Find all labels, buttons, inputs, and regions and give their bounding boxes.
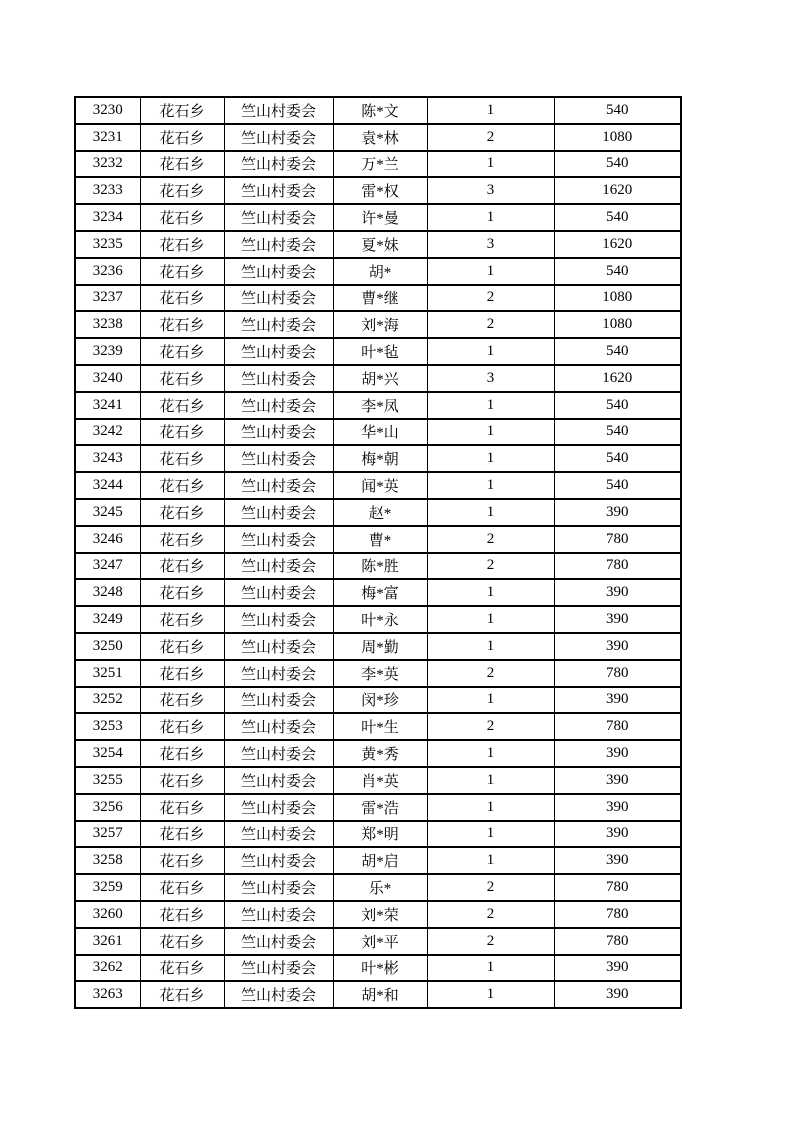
- table-row: [75, 365, 681, 392]
- cell-name: 胡*启: [333, 847, 427, 874]
- cell-count: 1: [427, 445, 554, 472]
- cell-seq: 3257: [75, 821, 140, 848]
- cell-village: 竺山村委会: [224, 124, 333, 151]
- cell-count: 1: [427, 606, 554, 633]
- cell-township: 花石乡: [140, 311, 224, 338]
- cell-township: 花石乡: [140, 204, 224, 231]
- table-row: [75, 499, 681, 526]
- cell-count: 1: [427, 97, 554, 124]
- cell-name: 梅*朝: [333, 445, 427, 472]
- table-row: [75, 151, 681, 178]
- cell-amount: 390: [554, 981, 681, 1008]
- cell-name: 黄*秀: [333, 740, 427, 767]
- cell-village: 竺山村委会: [224, 687, 333, 714]
- cell-township: 花石乡: [140, 392, 224, 419]
- cell-township: 花石乡: [140, 874, 224, 901]
- cell-village: 竺山村委会: [224, 606, 333, 633]
- cell-township: 花石乡: [140, 258, 224, 285]
- cell-township: 花石乡: [140, 124, 224, 151]
- table-row: [75, 955, 681, 982]
- cell-village: 竺山村委会: [224, 767, 333, 794]
- cell-seq: 3233: [75, 177, 140, 204]
- table-row: [75, 874, 681, 901]
- table-row: [75, 392, 681, 419]
- cell-count: 2: [427, 311, 554, 338]
- cell-name: 李*英: [333, 660, 427, 687]
- cell-name: 刘*荣: [333, 901, 427, 928]
- table-row: [75, 472, 681, 499]
- cell-count: 1: [427, 981, 554, 1008]
- cell-township: 花石乡: [140, 767, 224, 794]
- cell-seq: 3241: [75, 392, 140, 419]
- cell-seq: 3238: [75, 311, 140, 338]
- cell-seq: 3244: [75, 472, 140, 499]
- table-row: [75, 97, 681, 124]
- table-row: [75, 526, 681, 553]
- cell-township: 花石乡: [140, 526, 224, 553]
- cell-township: 花石乡: [140, 847, 224, 874]
- cell-amount: 540: [554, 338, 681, 365]
- cell-township: 花石乡: [140, 151, 224, 178]
- table-row: [75, 258, 681, 285]
- cell-name: 赵*: [333, 499, 427, 526]
- cell-name: 叶*毡: [333, 338, 427, 365]
- cell-amount: 1620: [554, 231, 681, 258]
- table-row: [75, 606, 681, 633]
- cell-amount: 390: [554, 821, 681, 848]
- table-row: [75, 633, 681, 660]
- cell-seq: 3254: [75, 740, 140, 767]
- table-row: [75, 660, 681, 687]
- cell-seq: 3234: [75, 204, 140, 231]
- table-row: [75, 713, 681, 740]
- cell-name: 叶*彬: [333, 955, 427, 982]
- cell-count: 1: [427, 579, 554, 606]
- table-row: [75, 419, 681, 446]
- cell-amount: 540: [554, 97, 681, 124]
- cell-count: 2: [427, 526, 554, 553]
- table-row: [75, 231, 681, 258]
- cell-name: 袁*林: [333, 124, 427, 151]
- cell-seq: 3263: [75, 981, 140, 1008]
- cell-township: 花石乡: [140, 338, 224, 365]
- cell-amount: 540: [554, 445, 681, 472]
- table-row: [75, 794, 681, 821]
- cell-township: 花石乡: [140, 553, 224, 580]
- cell-seq: 3232: [75, 151, 140, 178]
- cell-amount: 780: [554, 660, 681, 687]
- cell-name: 夏*妹: [333, 231, 427, 258]
- table-row: [75, 687, 681, 714]
- cell-village: 竺山村委会: [224, 821, 333, 848]
- cell-village: 竺山村委会: [224, 338, 333, 365]
- cell-township: 花石乡: [140, 365, 224, 392]
- cell-township: 花石乡: [140, 821, 224, 848]
- cell-seq: 3248: [75, 579, 140, 606]
- cell-amount: 540: [554, 151, 681, 178]
- table-row: [75, 124, 681, 151]
- cell-seq: 3242: [75, 419, 140, 446]
- cell-township: 花石乡: [140, 687, 224, 714]
- cell-seq: 3236: [75, 258, 140, 285]
- cell-township: 花石乡: [140, 633, 224, 660]
- cell-seq: 3253: [75, 713, 140, 740]
- cell-seq: 3258: [75, 847, 140, 874]
- cell-seq: 3240: [75, 365, 140, 392]
- cell-amount: 540: [554, 392, 681, 419]
- cell-township: 花石乡: [140, 928, 224, 955]
- cell-seq: 3260: [75, 901, 140, 928]
- cell-count: 1: [427, 258, 554, 285]
- cell-township: 花石乡: [140, 794, 224, 821]
- cell-seq: 3262: [75, 955, 140, 982]
- cell-seq: 3237: [75, 285, 140, 312]
- cell-village: 竺山村委会: [224, 311, 333, 338]
- cell-amount: 1080: [554, 124, 681, 151]
- cell-village: 竺山村委会: [224, 526, 333, 553]
- cell-name: 雷*浩: [333, 794, 427, 821]
- cell-village: 竺山村委会: [224, 231, 333, 258]
- cell-count: 1: [427, 472, 554, 499]
- cell-name: 陈*文: [333, 97, 427, 124]
- cell-seq: 3250: [75, 633, 140, 660]
- cell-seq: 3235: [75, 231, 140, 258]
- cell-village: 竺山村委会: [224, 151, 333, 178]
- table-row: [75, 338, 681, 365]
- cell-name: 曹*: [333, 526, 427, 553]
- cell-village: 竺山村委会: [224, 955, 333, 982]
- cell-township: 花石乡: [140, 177, 224, 204]
- cell-count: 1: [427, 955, 554, 982]
- cell-amount: 390: [554, 687, 681, 714]
- cell-amount: 1620: [554, 177, 681, 204]
- cell-seq: 3261: [75, 928, 140, 955]
- cell-count: 1: [427, 419, 554, 446]
- cell-name: 周*勤: [333, 633, 427, 660]
- cell-village: 竺山村委会: [224, 499, 333, 526]
- cell-amount: 540: [554, 472, 681, 499]
- cell-count: 1: [427, 204, 554, 231]
- cell-village: 竺山村委会: [224, 204, 333, 231]
- cell-village: 竺山村委会: [224, 472, 333, 499]
- cell-amount: 780: [554, 874, 681, 901]
- cell-township: 花石乡: [140, 499, 224, 526]
- cell-count: 1: [427, 687, 554, 714]
- cell-name: 万*兰: [333, 151, 427, 178]
- cell-seq: 3243: [75, 445, 140, 472]
- cell-township: 花石乡: [140, 97, 224, 124]
- cell-count: 1: [427, 338, 554, 365]
- cell-name: 曹*继: [333, 285, 427, 312]
- cell-village: 竺山村委会: [224, 419, 333, 446]
- cell-name: 肖*英: [333, 767, 427, 794]
- cell-count: 1: [427, 821, 554, 848]
- cell-name: 叶*永: [333, 606, 427, 633]
- cell-amount: 780: [554, 901, 681, 928]
- table-row: [75, 285, 681, 312]
- cell-township: 花石乡: [140, 901, 224, 928]
- cell-count: 1: [427, 767, 554, 794]
- cell-village: 竺山村委会: [224, 847, 333, 874]
- cell-seq: 3255: [75, 767, 140, 794]
- cell-seq: 3256: [75, 794, 140, 821]
- cell-seq: 3239: [75, 338, 140, 365]
- cell-amount: 780: [554, 713, 681, 740]
- table-row: [75, 740, 681, 767]
- cell-seq: 3252: [75, 687, 140, 714]
- cell-amount: 540: [554, 204, 681, 231]
- cell-village: 竺山村委会: [224, 874, 333, 901]
- cell-township: 花石乡: [140, 472, 224, 499]
- cell-count: 2: [427, 713, 554, 740]
- cell-seq: 3247: [75, 553, 140, 580]
- table-row: [75, 445, 681, 472]
- cell-amount: 1620: [554, 365, 681, 392]
- table-row: [75, 821, 681, 848]
- cell-amount: 780: [554, 526, 681, 553]
- cell-village: 竺山村委会: [224, 794, 333, 821]
- cell-seq: 3246: [75, 526, 140, 553]
- cell-amount: 390: [554, 955, 681, 982]
- cell-count: 2: [427, 285, 554, 312]
- cell-count: 1: [427, 151, 554, 178]
- cell-amount: 390: [554, 606, 681, 633]
- cell-village: 竺山村委会: [224, 445, 333, 472]
- table-row: [75, 847, 681, 874]
- cell-amount: 1080: [554, 311, 681, 338]
- cell-seq: 3230: [75, 97, 140, 124]
- table-row: [75, 311, 681, 338]
- cell-village: 竺山村委会: [224, 177, 333, 204]
- cell-village: 竺山村委会: [224, 660, 333, 687]
- cell-township: 花石乡: [140, 740, 224, 767]
- table-row: [75, 767, 681, 794]
- cell-village: 竺山村委会: [224, 579, 333, 606]
- table-row: [75, 981, 681, 1008]
- cell-amount: 390: [554, 499, 681, 526]
- cell-name: 闵*珍: [333, 687, 427, 714]
- cell-village: 竺山村委会: [224, 285, 333, 312]
- cell-count: 3: [427, 231, 554, 258]
- table-row: [75, 928, 681, 955]
- cell-count: 2: [427, 660, 554, 687]
- cell-name: 华*山: [333, 419, 427, 446]
- cell-amount: 390: [554, 794, 681, 821]
- cell-count: 3: [427, 177, 554, 204]
- cell-name: 胡*和: [333, 981, 427, 1008]
- cell-township: 花石乡: [140, 981, 224, 1008]
- cell-count: 2: [427, 874, 554, 901]
- cell-name: 梅*富: [333, 579, 427, 606]
- cell-village: 竺山村委会: [224, 392, 333, 419]
- cell-name: 胡*: [333, 258, 427, 285]
- cell-name: 乐*: [333, 874, 427, 901]
- cell-township: 花石乡: [140, 419, 224, 446]
- cell-township: 花石乡: [140, 445, 224, 472]
- cell-name: 许*曼: [333, 204, 427, 231]
- cell-township: 花石乡: [140, 285, 224, 312]
- cell-village: 竺山村委会: [224, 928, 333, 955]
- table-row: [75, 901, 681, 928]
- cell-count: 1: [427, 847, 554, 874]
- cell-amount: 780: [554, 553, 681, 580]
- cell-township: 花石乡: [140, 579, 224, 606]
- cell-amount: 390: [554, 767, 681, 794]
- table-row: [75, 177, 681, 204]
- cell-amount: 390: [554, 740, 681, 767]
- cell-township: 花石乡: [140, 606, 224, 633]
- cell-name: 陈*胜: [333, 553, 427, 580]
- cell-count: 1: [427, 499, 554, 526]
- cell-count: 2: [427, 124, 554, 151]
- cell-village: 竺山村委会: [224, 740, 333, 767]
- table-row: [75, 204, 681, 231]
- cell-seq: 3251: [75, 660, 140, 687]
- cell-count: 2: [427, 553, 554, 580]
- table-row: [75, 579, 681, 606]
- cell-village: 竺山村委会: [224, 365, 333, 392]
- cell-name: 胡*兴: [333, 365, 427, 392]
- cell-name: 刘*海: [333, 311, 427, 338]
- cell-count: 1: [427, 633, 554, 660]
- cell-name: 叶*生: [333, 713, 427, 740]
- cell-village: 竺山村委会: [224, 901, 333, 928]
- cell-township: 花石乡: [140, 713, 224, 740]
- cell-seq: 3259: [75, 874, 140, 901]
- cell-township: 花石乡: [140, 660, 224, 687]
- cell-village: 竺山村委会: [224, 97, 333, 124]
- cell-village: 竺山村委会: [224, 258, 333, 285]
- cell-seq: 3245: [75, 499, 140, 526]
- cell-name: 刘*平: [333, 928, 427, 955]
- cell-amount: 540: [554, 419, 681, 446]
- cell-name: 闻*英: [333, 472, 427, 499]
- cell-amount: 390: [554, 579, 681, 606]
- cell-count: 1: [427, 392, 554, 419]
- cell-count: 1: [427, 794, 554, 821]
- cell-count: 1: [427, 740, 554, 767]
- cell-amount: 1080: [554, 285, 681, 312]
- cell-village: 竺山村委会: [224, 981, 333, 1008]
- cell-township: 花石乡: [140, 955, 224, 982]
- cell-amount: 390: [554, 633, 681, 660]
- subsidy-table: [74, 96, 682, 1009]
- table-row: [75, 553, 681, 580]
- cell-amount: 540: [554, 258, 681, 285]
- cell-seq: 3249: [75, 606, 140, 633]
- cell-amount: 390: [554, 847, 681, 874]
- subsidy-table-body: [75, 97, 681, 1008]
- cell-township: 花石乡: [140, 231, 224, 258]
- cell-name: 李*凤: [333, 392, 427, 419]
- cell-name: 郑*明: [333, 821, 427, 848]
- cell-count: 3: [427, 365, 554, 392]
- cell-village: 竺山村委会: [224, 713, 333, 740]
- cell-village: 竺山村委会: [224, 553, 333, 580]
- cell-count: 2: [427, 928, 554, 955]
- cell-amount: 780: [554, 928, 681, 955]
- cell-name: 雷*权: [333, 177, 427, 204]
- cell-count: 2: [427, 901, 554, 928]
- cell-seq: 3231: [75, 124, 140, 151]
- cell-village: 竺山村委会: [224, 633, 333, 660]
